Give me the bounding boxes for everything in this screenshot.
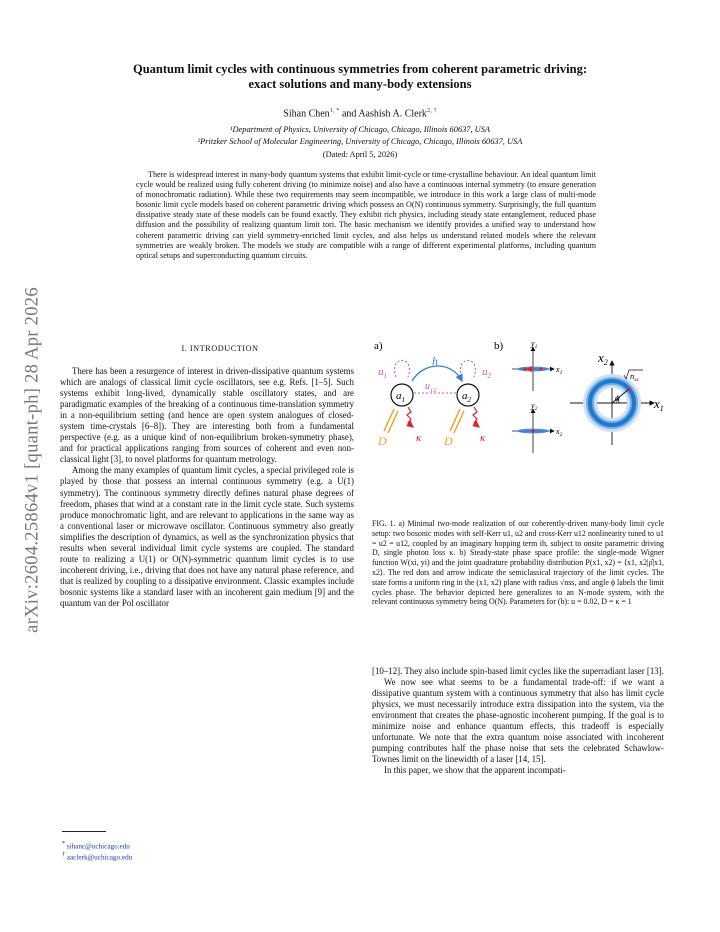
- affiliation-2: ²Pritzker School of Molecular Engineering, University of Chicago, Chicago, Illinois 60637, USA: [197, 137, 523, 146]
- loss-label-2: κ: [480, 432, 486, 444]
- y1-axis-label: $y_1$: [531, 339, 538, 350]
- ring-y-axis-label: $x_2$: [598, 350, 608, 367]
- author-1-mark[interactable]: 1, *: [329, 107, 340, 114]
- hopping-arrow: [412, 366, 462, 381]
- intro-paragraph-1: There has been a resurgence of interest in driven-dissipative quantum systems which are analogs of classical limit cycle oscillators, see e.g. Refs. [1–5]. Such systems exhibit long-lived, dynamically stable oscillatory states, and are paradigmatic examples of the breaking of a continuous time-translation symmetry in a non-equilibrium setting (and hence are open system analogues of closed-system time-crystals [6–8]). They are interesting both from a fundamental perspective (e.g. as a unique kind of non-equilibrium broken-symmetry phase), and for practical applications ranging from sources of coherent and even non-classical light [3], to novel platforms for quantum metrology.: [60, 366, 354, 465]
- hopping-label: h: [432, 354, 438, 368]
- ring-x-axis-label: $x_1$: [654, 396, 664, 413]
- panel-b-label: b): [494, 340, 504, 352]
- right-paragraph-0: [10–12]. They also include spin-based limit cycles like the superradiant laser [13].: [372, 666, 664, 676]
- drive-arrows-2: [450, 409, 464, 433]
- x1-axis-label: $x_1$: [556, 365, 563, 376]
- right-column: [372, 666, 664, 776]
- figure-1-caption: FIG. 1. a) Minimal two-mode realization of our coherently-driven many-body limit cycle setup: two bosonic modes with self-Kerr u1, u2 and cross-Kerr u12 nonlinearity tuned to u1 = u2 = u12, coupled by an imaginary hopping term ih, subject to onsite parametric driving D, single photon loss κ. b) Steady-state phase space profile: the single-mode Wigner function W(xi, yi) and the joint quadrature probability distribution P(x1, x2) = ⟨x1, x2|ρ̂|x1, x2⟩. The red dots and arrow indicate the semiclassical trajectory of the limit cycles. The state forms a uniform ring in the (x1, x2) plane with radius √nss, and angle ϕ labels the limit cycles phase. The behavior depicted here generalizes to an N-mode system, with the relevant continuous symmetry being O(N). Parameters for (b): u = 0.02, D = κ = 1: [372, 519, 664, 607]
- footnote-rule: [62, 831, 106, 832]
- panel-a-label: a): [374, 340, 383, 352]
- loss-arrow-1: [407, 407, 413, 427]
- svg-text:nss: $n_{ss}$: [630, 371, 639, 383]
- figure-1-graphic: [372, 335, 664, 515]
- self-kerr-loop-1: [395, 361, 410, 378]
- email-link-2[interactable]: aaclerk@uchicago.edu: [66, 853, 133, 862]
- left-column: [60, 366, 354, 609]
- x2-axis-label: $x_2$: [556, 427, 563, 438]
- phase-angle-label: ϕ: [615, 393, 620, 403]
- section-heading: I. INTRODUCTION: [181, 344, 259, 353]
- intro-paragraph-2: Among the many examples of quantum limit cycles, a special privileged role is played by those that possess an internal continuous symmetry (e.g. a U(1) symmetry). The continuous symmetry directly defines natural phase degrees of freedom, phases that wind at a constant rate in the limit cycle state. Such systems produce monochromatic light, and are relevant to applications in the same way as a conventional laser or microwave oscillator. Continuous symmetry also greatly simplifies the description of dynamics, as well as the synchronization physics that results when several individual limit cycle systems are coupled. The standard route to realizing a U(1) or O(N)-symmetric quantum limit cycles is to use incoherent driving, i.e., driving that does not have any natural phase reference, and that is realized by coupling to a dissipative environment. Classic examples include bosonic systems like a standard laser with an incoherent gain medium [9] and the quantum van der Pol oscillator: [60, 465, 354, 608]
- u2-label: $u_2$: [482, 366, 491, 380]
- title-line-1: Quantum limit cycles with continuous symmetries from coherent parametric driving:: [133, 62, 587, 76]
- paper-title: [60, 62, 660, 92]
- author-1: Sihan Chen: [283, 108, 330, 120]
- footnote-1-mark: *: [62, 841, 65, 847]
- mode-a2-label: $a_2$: [462, 390, 471, 404]
- footnotes: [62, 840, 352, 863]
- author-line: [60, 107, 660, 119]
- author-conjunction: and: [339, 108, 359, 120]
- author-2-mark[interactable]: 2, †: [426, 107, 437, 114]
- drive-arrows-1: [384, 409, 398, 433]
- drive-label-2: D: [444, 434, 453, 448]
- title-line-2: exact solutions and many-body extensions: [248, 77, 472, 91]
- wigner-plot-1: [512, 347, 554, 391]
- y2-axis-label: $y_2$: [531, 401, 538, 412]
- arxiv-id: arXiv:2604.25864v1 [quant-ph] 28 Apr 2026: [22, 287, 43, 633]
- right-paragraph-1: We now see what seems to be a fundamental trade-off: if we want a dissipative quantum system with a continuous symmetry that also has limit cycle physics, we must necessarily introduce extra dissipation into the system, via the environment that creates the phase-agnostic incoherent pumping. If the goal is to minimize noise and enhance quantum effects, this tradeoff is especially unfortunate. We note that the extra quantum noise associated with incoherent pumping contributes half the phase noise that sets the celebrated Schawlow-Townes limit on the linewidth of a laser [14, 15].: [372, 677, 664, 765]
- right-paragraph-2: In this paper, we show that the apparent incompati-: [384, 765, 566, 776]
- self-kerr-loop-2: [461, 361, 476, 378]
- date-line: (Dated: April 5, 2026): [322, 150, 398, 159]
- footnote-2-mark: †: [62, 852, 65, 859]
- wigner-plot-2: [512, 409, 554, 453]
- figure-1: [372, 335, 664, 515]
- email-link-1[interactable]: sihanc@uchicago.edu: [66, 842, 130, 851]
- loss-label-1: κ: [416, 432, 422, 444]
- joint-distribution-ring: [570, 361, 654, 445]
- loss-arrow-2: [473, 407, 479, 427]
- abstract: There is widespread interest in many-body quantum systems that exhibit limit-cycle or time-crystalline behaviour. An ideal quantum limit cycle would be realized using fully coherent driving (to minimize noise) and also have a continuous internal symmetry (to ensure generation of monochromatic radiation). While these two requirements may seem incompatible, we introduce in this work a large class of multi-mode bosonic limit cycle models based on coherent parametric driving which possess an O(N) continuous symmetry. Surprisingly, the full quantum dissipative steady state of these models can be found exactly. They exhibit rich physics, including steady state entanglement, reduced phase diffusion and the possibility of realizing quantum limit tori. The basic mechanism we identify provides a unified way to understand how coherent parametric driving can yield symmetry-enriched limit cycles, and also helps us understand related models where the relevant symmetries are weakly broken. The models we study are compatible with a range of different experimental platforms, including quantum optical setups and superconducting quantum circuits.: [136, 170, 596, 260]
- author-2: Aashish A. Clerk: [358, 108, 427, 120]
- mode-a1-label: $a_1$: [396, 390, 405, 404]
- drive-label-1: D: [378, 434, 387, 448]
- affiliation-1: ¹Department of Physics, University of Chicago, Chicago, Illinois 60637, USA: [229, 125, 490, 134]
- u12-label: $u_{12}$: [425, 381, 437, 394]
- arxiv-sidebar-stamp: [18, 180, 48, 740]
- u1-label: $u_1$: [378, 366, 387, 380]
